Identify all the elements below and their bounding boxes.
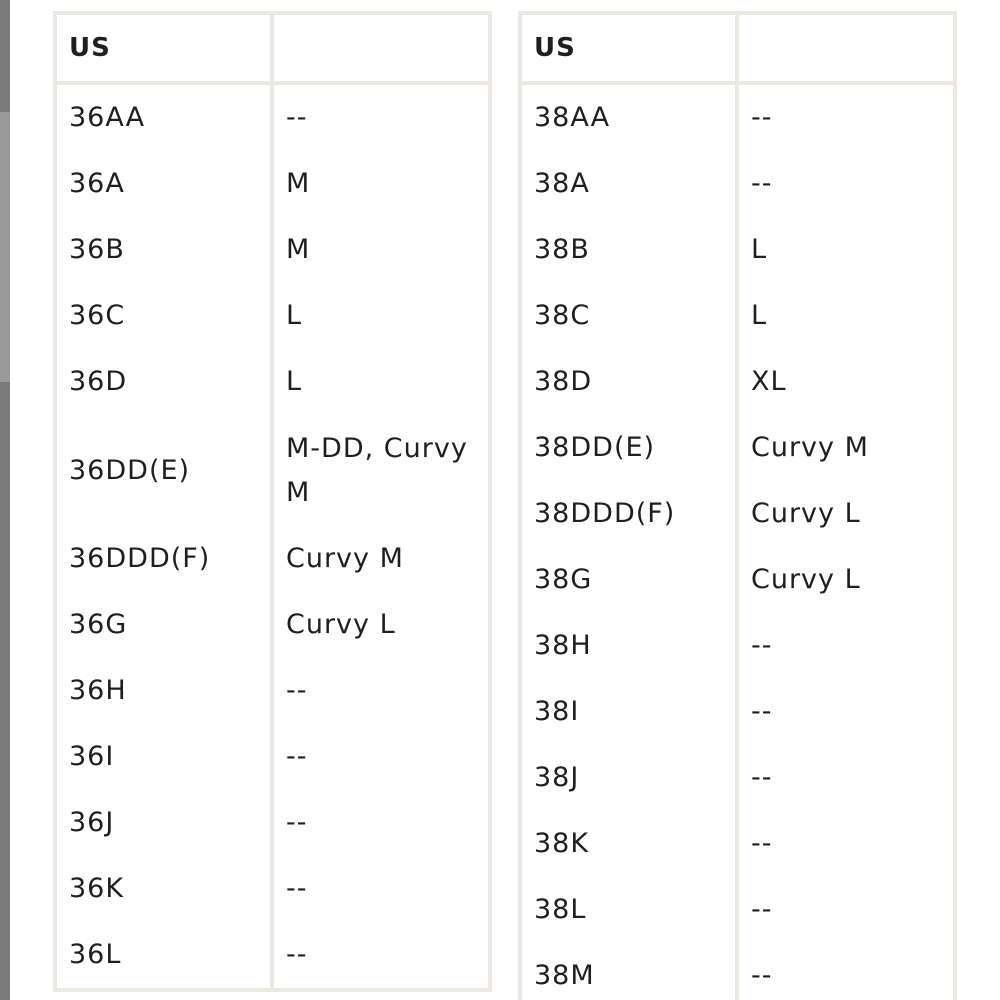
size-value-cell: M [272, 217, 490, 283]
size-value-cell: -- [737, 943, 955, 1000]
table-row [55, 724, 490, 790]
table-row [520, 547, 955, 613]
us-size-cell: 36D [55, 349, 272, 415]
table-row [55, 83, 490, 151]
us-size-cell: 36L [55, 922, 272, 990]
size-value-cell: Curvy M [272, 526, 490, 592]
table-header-row [520, 13, 955, 83]
table-row [520, 811, 955, 877]
size-value-cell: M [272, 151, 490, 217]
us-size-cell: 36A [55, 151, 272, 217]
us-size-cell: 36DD(E) [55, 415, 272, 526]
edge-highlight [0, 112, 10, 382]
size-value-cell: -- [272, 922, 490, 990]
table-row [55, 856, 490, 922]
size-value-cell: -- [737, 613, 955, 679]
us-size-cell: 38A [520, 151, 737, 217]
size-value-cell: Curvy M [737, 415, 955, 481]
us-size-cell: 36I [55, 724, 272, 790]
table-row [520, 613, 955, 679]
us-size-cell: 36K [55, 856, 272, 922]
us-size-cell: 38L [520, 877, 737, 943]
size-value-cell: XL [737, 349, 955, 415]
size-value-cell: -- [737, 745, 955, 811]
us-size-cell: 38DD(E) [520, 415, 737, 481]
us-size-cell: 38I [520, 679, 737, 745]
table-row [55, 526, 490, 592]
table-row [55, 283, 490, 349]
size-value-cell: -- [737, 679, 955, 745]
table-row [55, 790, 490, 856]
us-size-cell: 38H [520, 613, 737, 679]
us-size-cell: 38G [520, 547, 737, 613]
us-size-cell: 38DDD(F) [520, 481, 737, 547]
size-table-38 [518, 11, 957, 1000]
size-value-cell: -- [737, 877, 955, 943]
table-row [520, 877, 955, 943]
size-value-cell: L [737, 283, 955, 349]
header-size [737, 13, 955, 83]
table-row [520, 679, 955, 745]
us-size-cell: 38J [520, 745, 737, 811]
us-size-cell: 38M [520, 943, 737, 1000]
us-size-cell: 36DDD(F) [55, 526, 272, 592]
us-size-cell: 36G [55, 592, 272, 658]
table-row [520, 217, 955, 283]
table-row [520, 83, 955, 151]
size-value-cell: Curvy L [737, 547, 955, 613]
us-size-cell: 36H [55, 658, 272, 724]
us-size-cell: 38K [520, 811, 737, 877]
table-row [520, 415, 955, 481]
table-row [55, 658, 490, 724]
size-table-36 [53, 11, 492, 992]
table-row [55, 217, 490, 283]
size-value-cell: -- [737, 83, 955, 151]
size-value-cell: -- [272, 856, 490, 922]
header-us: US [55, 13, 272, 83]
table-row [520, 481, 955, 547]
table-row [520, 151, 955, 217]
header-us: US [520, 13, 737, 83]
size-value-cell: L [737, 217, 955, 283]
size-value-cell: Curvy L [737, 481, 955, 547]
us-size-cell: 38D [520, 349, 737, 415]
table-row [55, 349, 490, 415]
size-value-cell: Curvy L [272, 592, 490, 658]
size-value-cell: -- [737, 151, 955, 217]
size-value-cell: -- [737, 811, 955, 877]
us-size-cell: 36B [55, 217, 272, 283]
us-size-cell: 38B [520, 217, 737, 283]
us-size-cell: 36C [55, 283, 272, 349]
size-value-cell: -- [272, 724, 490, 790]
table-row [55, 151, 490, 217]
table-row [520, 349, 955, 415]
size-value-cell: -- [272, 658, 490, 724]
us-size-cell: 38C [520, 283, 737, 349]
size-value-cell: L [272, 349, 490, 415]
us-size-cell: 38AA [520, 83, 737, 151]
table-row [55, 922, 490, 990]
us-size-cell: 36J [55, 790, 272, 856]
table-row [55, 415, 490, 526]
us-size-cell: 36AA [55, 83, 272, 151]
table-header-row [55, 13, 490, 83]
table-row [55, 592, 490, 658]
size-value-cell: -- [272, 83, 490, 151]
size-value-cell: -- [272, 790, 490, 856]
size-value-cell: M-DD, Curvy M [272, 415, 490, 526]
left-edge-strip [0, 0, 12, 1000]
table-row [520, 943, 955, 1000]
table-row [520, 745, 955, 811]
table-row [520, 283, 955, 349]
size-value-cell: L [272, 283, 490, 349]
header-size [272, 13, 490, 83]
